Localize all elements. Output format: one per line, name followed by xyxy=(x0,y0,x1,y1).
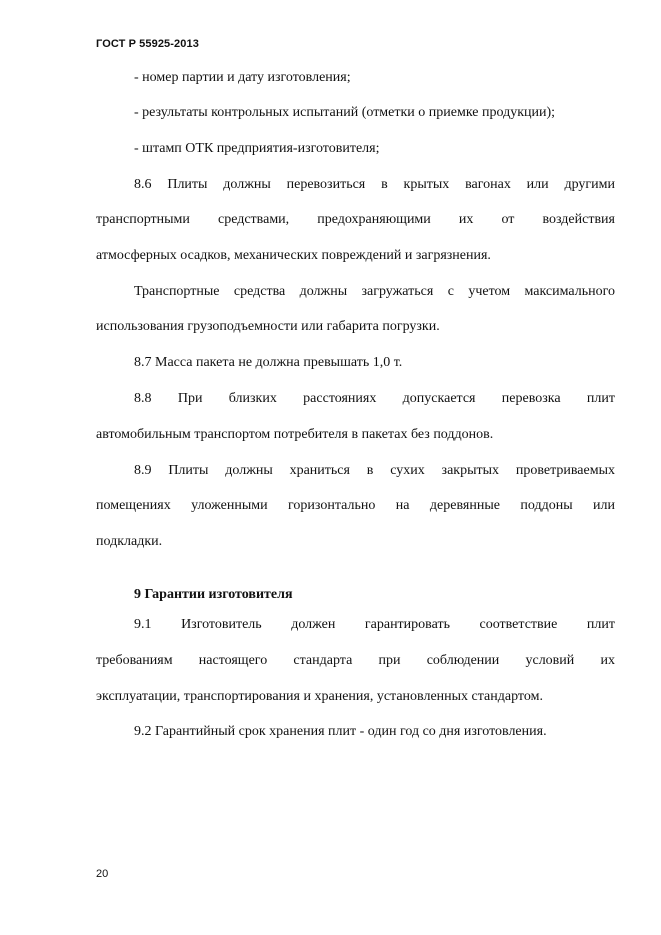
paragraph-8-8-line-2: автомобильным транспортом потребителя в пакетах без поддонов. xyxy=(96,427,494,442)
list-item-otk-stamp: - штамп ОТК предприятия-изготовителя; xyxy=(134,141,380,156)
paragraph-9-1-line-1: 9.1 Изготовитель должен гарантировать соответствие плит xyxy=(134,617,615,632)
paragraph-8-6-line-2: транспортными средствами, предохраняющими их от воздействия xyxy=(96,212,615,227)
paragraph-9-1-line-3: эксплуатации, транспортирования и хранения, установленных стандартом. xyxy=(96,689,543,704)
paragraph-transport-line-1: Транспортные средства должны загружаться с учетом максимального xyxy=(134,284,615,299)
list-item-test-results: - результаты контрольных испытаний (отметки о приемке продукции); xyxy=(134,105,556,120)
section-9-heading: 9 Гарантии изготовителя xyxy=(134,587,293,602)
page-header-standard: ГОСТ Р 55925-2013 xyxy=(96,38,199,50)
page-number: 20 xyxy=(96,868,109,880)
paragraph-8-8-line-1: 8.8 При близких расстояниях допускается перевозка плит xyxy=(134,391,615,406)
paragraph-9-2: 9.2 Гарантийный срок хранения плит - один год со дня изготовления. xyxy=(134,724,547,739)
paragraph-8-6-line-3: атмосферных осадков, механических повреждений и загрязнения. xyxy=(96,248,491,263)
paragraph-8-7: 8.7 Масса пакета не должна превышать 1,0 т. xyxy=(134,355,403,370)
paragraph-8-9-line-3: подкладки. xyxy=(96,534,163,549)
paragraph-8-6-line-1: 8.6 Плиты должны перевозиться в крытых вагонах или другими xyxy=(134,177,615,192)
paragraph-transport-line-2: использования грузоподъемности или габарита погрузки. xyxy=(96,319,440,334)
paragraph-8-9-line-2: помещениях уложенными горизонтально на деревянные поддоны или xyxy=(96,498,615,513)
paragraph-9-1-line-2: требованиям настоящего стандарта при соблюдении условий их xyxy=(96,653,615,668)
paragraph-8-9-line-1: 8.9 Плиты должны храниться в сухих закрытых проветриваемых xyxy=(134,463,615,478)
list-item-batch-number: - номер партии и дату изготовления; xyxy=(134,70,351,85)
